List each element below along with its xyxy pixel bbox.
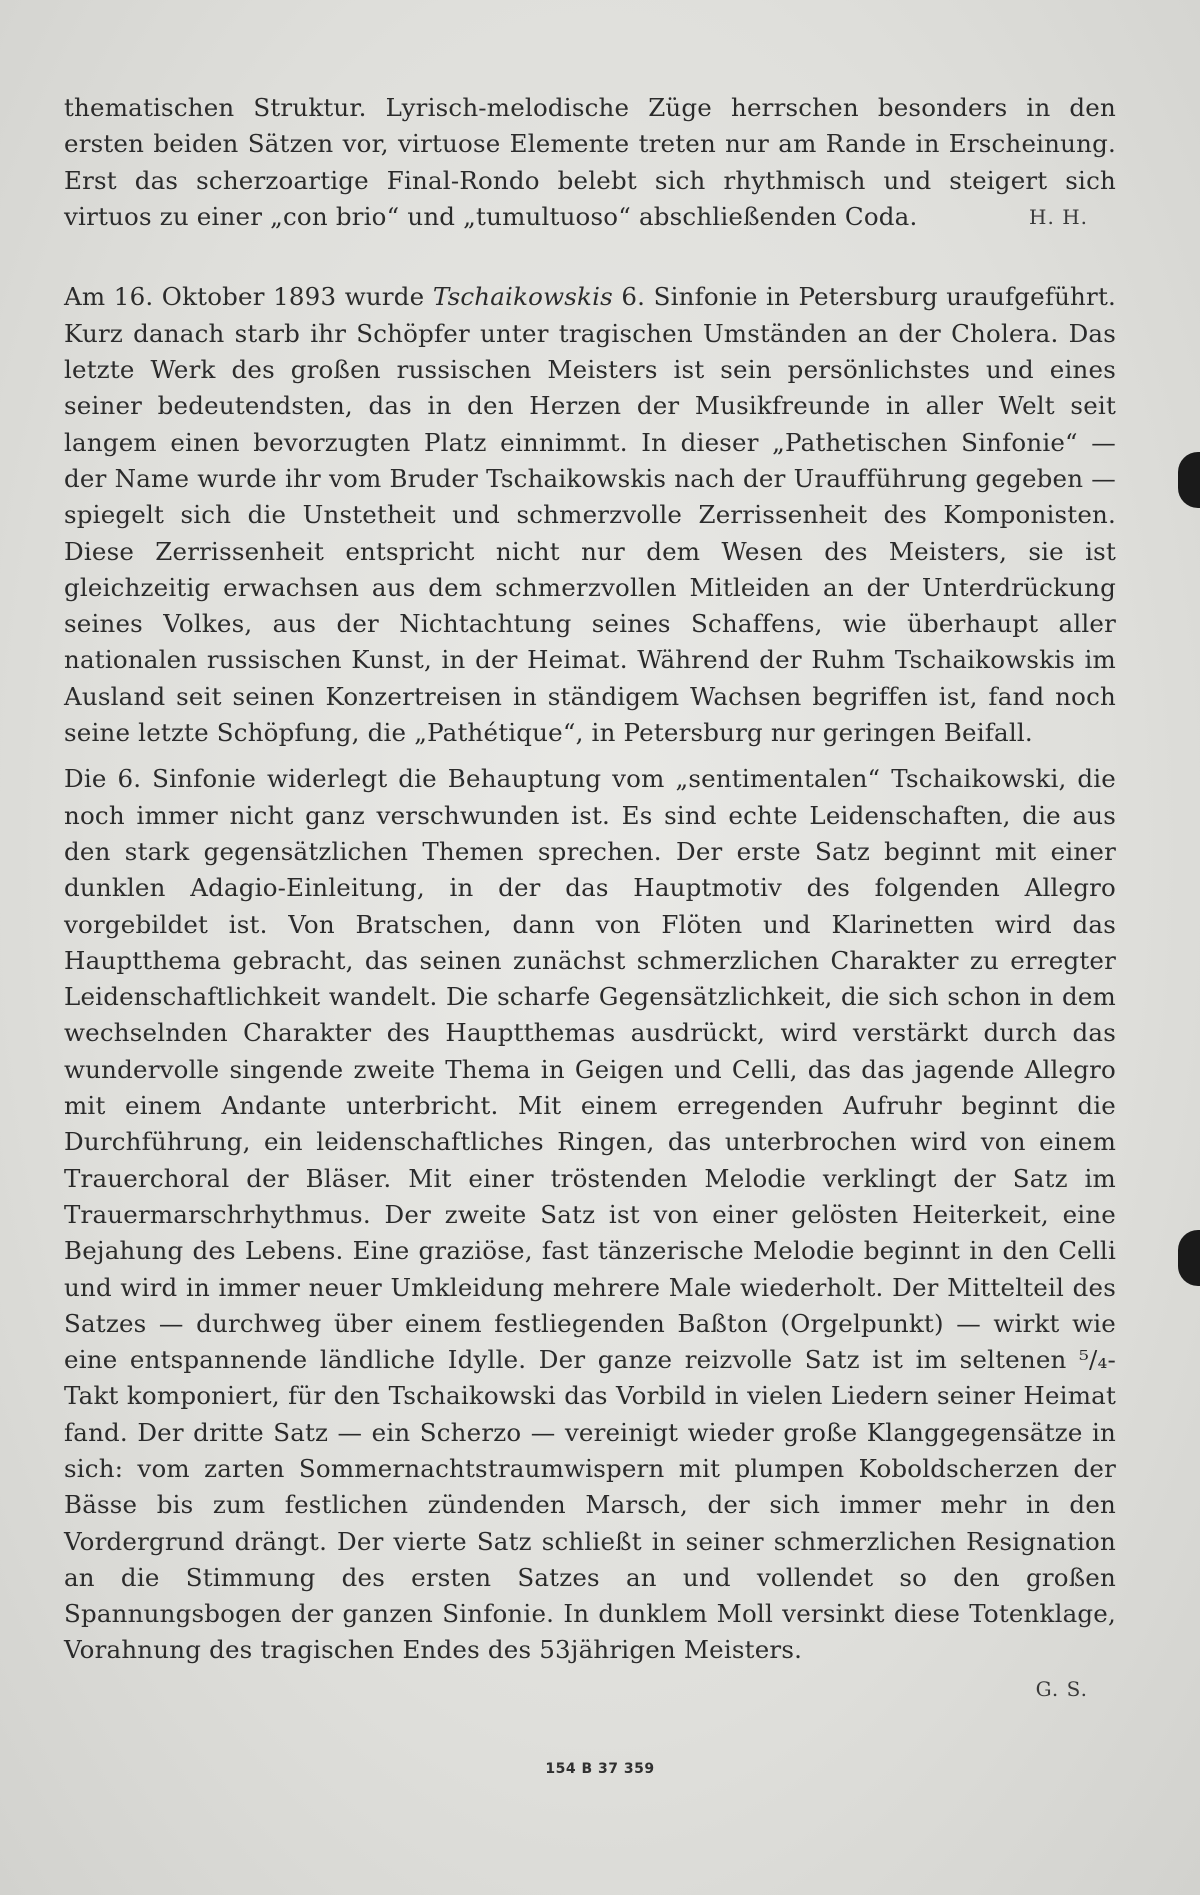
- punch-hole-bottom: [1178, 1230, 1200, 1286]
- signature-gs: G. S.: [1035, 1676, 1088, 1701]
- paragraph-1: thematischen Struktur. Lyrisch-melodische Züge herrschen besonders in den ersten beiden Sätzen vor, virtuose Elemente treten nur am Rande in Erscheinung. Erst das scherzoartige Final-Rondo belebt sich rhythmisch und steigert sich virtuos zu einer „con brio“ und „tumultuoso“ abschließenden Coda.: [64, 93, 1116, 231]
- text-column: [64, 90, 1116, 1707]
- composer-name: Tschaikowskis: [432, 282, 613, 312]
- paragraph-2-intro: Am 16. Oktober 1893 wurde: [64, 282, 433, 312]
- footer-code: 154 B 37 359: [545, 1761, 655, 1777]
- signature-hh: H. H.: [1029, 205, 1088, 230]
- paragraph-2: [64, 279, 1116, 751]
- punch-hole-top: [1178, 452, 1200, 508]
- paragraph-2-body: 6. Sinfonie in Petersburg uraufgeführt. Kurz danach starb ihr Schöpfer unter tragischen Umständen an der Cholera. Das letzte Werk des großen russischen Meisters ist sein persönlichstes und eines seiner bedeutendsten, das in den Herzen der Musikfreunde in aller Welt seit langem einen bevorzugten Platz einnimmt. In dieser „Pathetischen Sinfonie“ — der Name wurde ihr vom Bruder Tschaikowskis nach der Uraufführung gegeben — spiegelt sich die Unstetheit und schmerzvolle Zerrissenheit des Komponisten. Diese Zerrissenheit entspricht nicht nur dem Wesen des Meisters, sie ist gleichzeitig erwachsen aus dem schmerzvollen Mitleiden an der Unterdrückung seines Volkes, aus der Nichtachtung seines Schaffens, wie überhaupt aller nationalen russischen Kunst, in der Heimat. Während der Ruhm Tschaikowskis im Ausland seit seinen Konzertreisen in ständigem Wachsen begriffen ist, fand noch seine letzte Schöpfung, die „Pathétique“, in Petersburg nur geringen Beifall.: [64, 282, 1116, 748]
- paragraph-3: Die 6. Sinfonie widerlegt die Behauptung vom „sentimentalen“ Tschaikowski, die noch immer nicht ganz verschwunden ist. Es sind echte Leidenschaften, die aus den stark gegensätzlichen Themen sprechen. Der erste Satz beginnt mit einer dunklen Adagio-Einleitung, in der das Hauptmotiv des folgenden Allegro vorgebildet ist. Von Bratschen, dann von Flöten und Klarinetten wird das Hauptthema gebracht, das seinen zunächst schmerzlichen Charakter zu erregter Leidenschaftlichkeit wandelt. Die scharfe Gegensätzlichkeit, die sich schon in dem wechselnden Charakter des Hauptthemas ausdrückt, wird verstärkt durch das wundervolle singende zweite Thema in Geigen und Celli, das das jagende Allegro mit einem Andante unterbricht. Mit einem erregenden Aufruhr beginnt die Durchführung, ein leidenschaftliches Ringen, das unterbrochen wird von einem Trauerchoral der Bläser. Mit einer tröstenden Melodie verklingt der Satz im Trauermarschrhythmus. Der zweite Satz ist von einer gelösten Heiterkeit, eine Bejahung des Lebens. Eine graziöse, fast tänzerische Melodie beginnt in den Celli und wird in immer neuer Umkleidung mehrere Male wiederholt. Der Mittelteil des Satzes — durchweg über einem festliegenden Baßton (Orgelpunkt) — wirkt wie eine entspannende ländliche Idylle. Der ganze reizvolle Satz ist im seltenen ⁵/₄-Takt komponiert, für den Tschaikowski das Vorbild in vielen Liedern seiner Heimat fand. Der dritte Satz — ein Scherzo — vereinigt wieder große Klanggegensätze in sich: vom zarten Sommernachtstraumwispern mit plumpen Koboldscherzen der Bässe bis zum festlichen zündenden Marsch, der sich immer mehr in den Vordergrund drängt. Der vierte Satz schließt in seiner schmerzlichen Resignation an die Stimmung des ersten Satzes an und vollendet so den großen Spannungsbogen der ganzen Sinfonie. In dunklem Moll versinkt diese Totenklage, Vorahnung des tragischen Endes des 53jährigen Meisters.: [64, 764, 1116, 1665]
